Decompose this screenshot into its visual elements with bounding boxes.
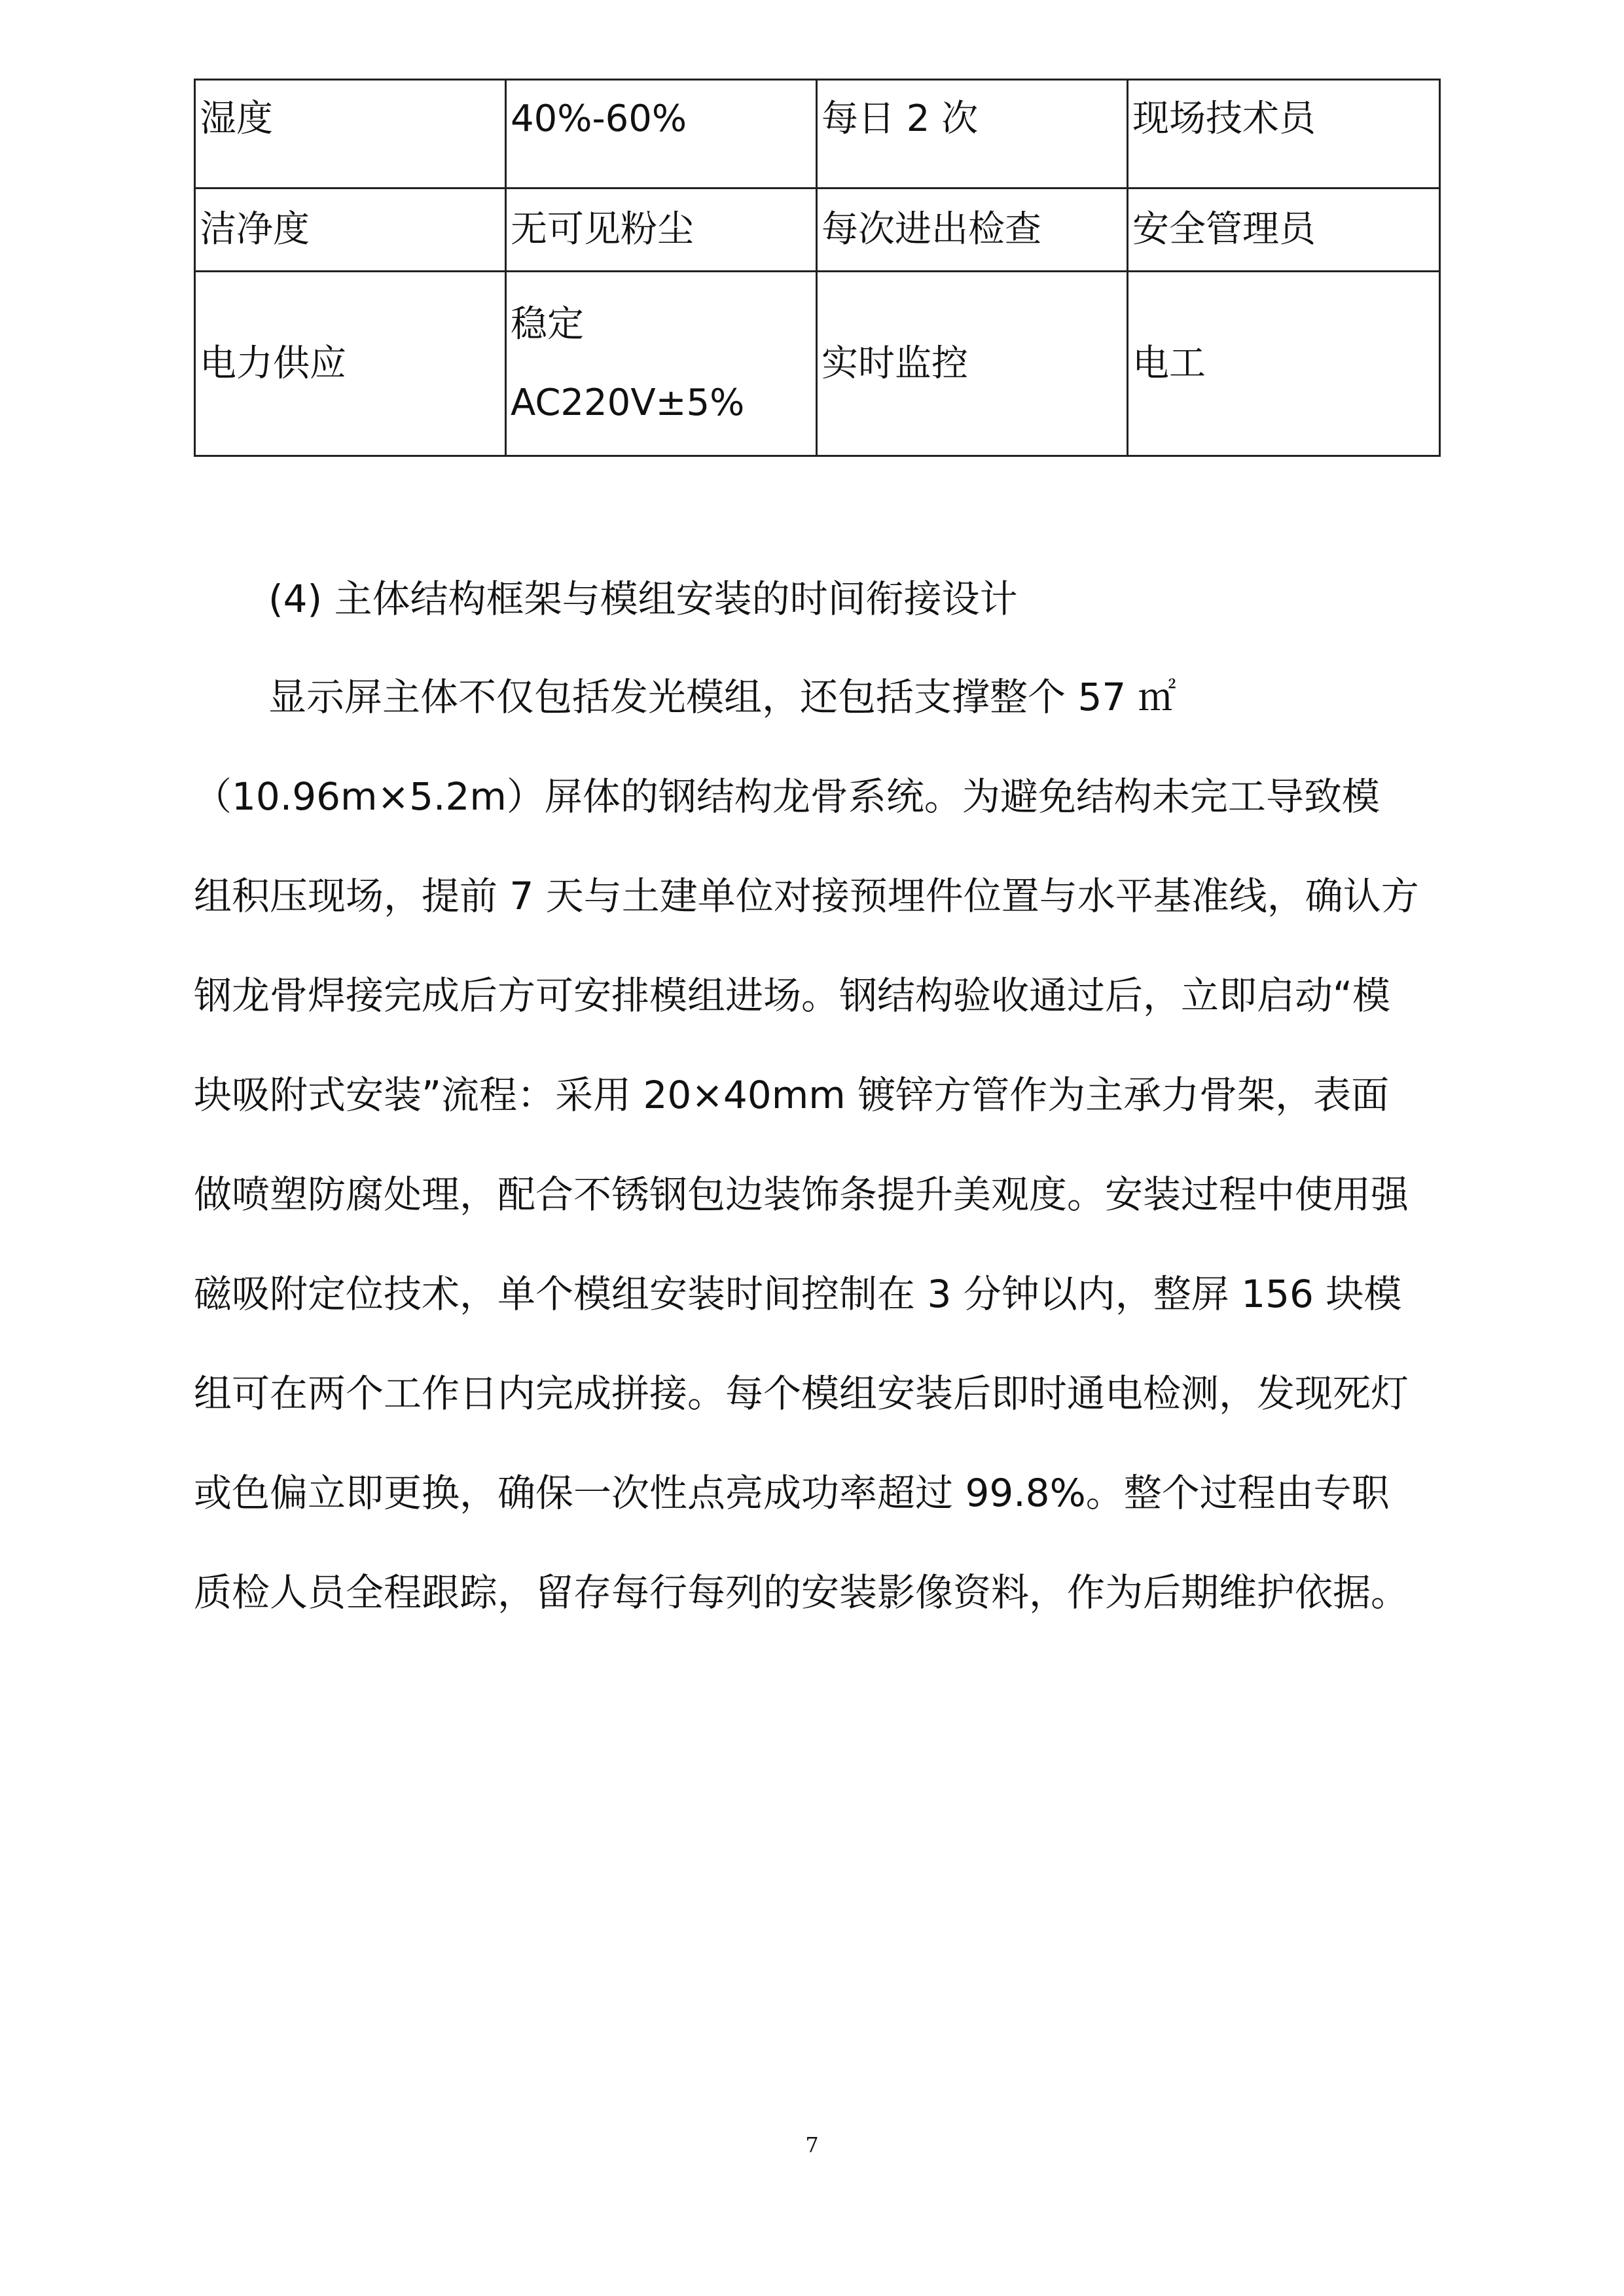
paragraph-line: 质检人员全程跟踪，留存每行每列的安装影像资料，作为后期维护依据。: [194, 1570, 1409, 1615]
cell-person: 现场技术员: [1128, 80, 1440, 188]
paragraph-line: 组可在两个工作日内完成拼接。每个模组安装后即时通电检测，发现死灯: [194, 1371, 1409, 1416]
cell-standard: 40%-60%: [506, 80, 817, 188]
cell-item: 湿度: [195, 80, 506, 188]
paragraph-line: 块吸附式安装”流程：采用 20×40mm 镀锌方管作为主承力骨架，表面: [194, 1073, 1390, 1117]
section-body: [194, 664, 1444, 1659]
cell-item: 电力供应: [195, 272, 506, 456]
paragraph-line: 显示屏主体不仅包括发光模组，还包括支撑整个 57 ㎡: [268, 675, 1176, 719]
cell-frequency: 每次进出检查: [817, 188, 1128, 272]
cell-item: 洁净度: [195, 188, 506, 272]
environment-control-table: [194, 79, 1441, 457]
paragraph-line: （10.96m×5.2m）屏体的钢结构龙骨系统。为避免结构未完工导致模: [194, 774, 1380, 819]
table-row-humidity: [195, 80, 1440, 188]
cell-standard-line-1: 稳定: [511, 302, 584, 346]
cell-person: 电工: [1128, 272, 1440, 456]
cell-standard: [506, 272, 817, 456]
page-number: 7: [805, 2132, 819, 2157]
table-row-cleanliness: [195, 188, 1440, 272]
paragraph-line: 钢龙骨焊接完成后方可安排模组进场。钢结构验收通过后，立即启动“模: [194, 973, 1391, 1018]
cell-frequency: 实时监控: [817, 272, 1128, 456]
table-row-power-supply: [195, 272, 1440, 456]
cell-frequency: 每日 2 次: [817, 80, 1128, 188]
paragraph-line: 组积压现场，提前 7 天与土建单位对接预埋件位置与水平基准线，确认方: [194, 874, 1419, 918]
paragraph-line: 磁吸附定位技术，单个模组安装时间控制在 3 分钟以内，整屏 156 块模: [194, 1272, 1402, 1316]
cell-standard-line-2: AC220V±5%: [511, 381, 745, 424]
paragraph-line: 或色偏立即更换，确保一次性点亮成功率超过 99.8%。整个过程由专职: [194, 1471, 1390, 1515]
cell-person: 安全管理员: [1128, 188, 1440, 272]
paragraph-line: 做喷塑防腐处理，配合不锈钢包边装饰条提升美观度。安装过程中使用强: [194, 1172, 1409, 1217]
section-heading: (4) 主体结构框架与模组安装的时间衔接设计: [268, 577, 1018, 621]
cell-standard: 无可见粉尘: [506, 188, 817, 272]
